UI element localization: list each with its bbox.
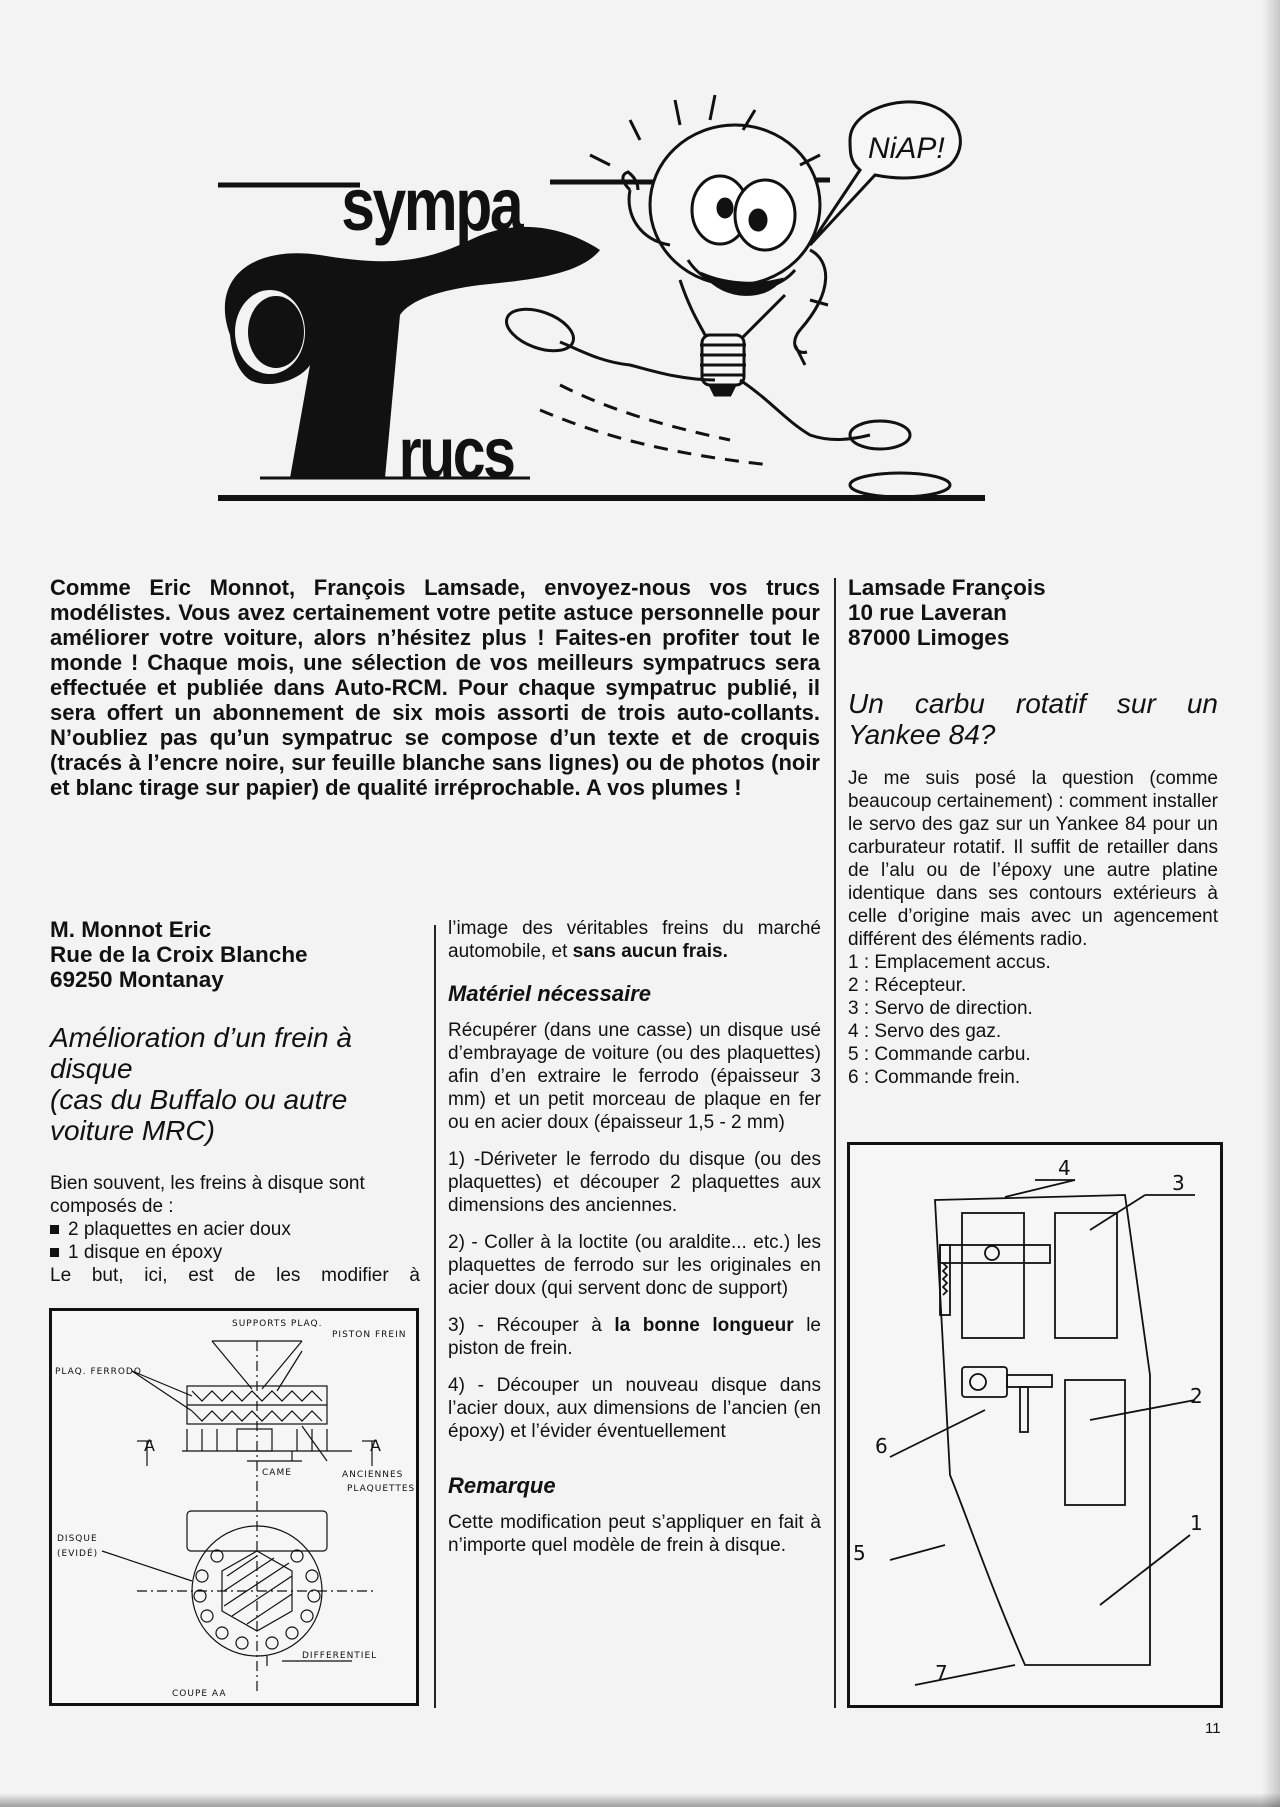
- legend-item: 2 : Récepteur.: [848, 975, 967, 996]
- header-rucs-text: rucs: [398, 412, 514, 494]
- label-piston: PISTON FREIN: [332, 1330, 407, 1340]
- article1-author-address: M. Monnot Eric Rue de la Croix Blanche 69250 Montanay: [50, 917, 308, 992]
- diagram-number-7: 7: [935, 1661, 948, 1685]
- step-1: 1) -Dériveter le ferrodo du disque (ou des plaquettes) et découper 2 plaquettes aux dimensions des anciennes.: [448, 1149, 821, 1216]
- label-evide: (EVIDÉ): [57, 1549, 99, 1559]
- label-plaquettes: PLAQUETTES: [347, 1484, 416, 1494]
- label-differentiel: DIFFERENTIEL: [302, 1651, 378, 1661]
- brake-sketch: [49, 1308, 419, 1706]
- step-2: 2) - Coller à la loctite (ou araldite... etc.) les plaquettes de ferrodo sur les originales en acier doux (qui servent donc de support): [448, 1232, 821, 1299]
- intro-paragraph: Comme Eric Monnot, François Lamsade, envoyez-nous vos trucs modélistes. Vous avez certainement votre petite astuce personnelle pour améliorer votre voiture, alors n’hésitez plus ! Faites-en profiter tout le monde ! Chaque mois, une sélection de vos meilleurs sympatrucs sera effectuée et publiée dans Auto-RCM. Pour chaque sympatruc publié, il sera offert un abonnement de six mois assorti de trois auto-collants. N’oubliez pas qu’un sympatruc se compose d’un texte et de croquis (tracés à l’encre noire, sur feuille blanche sans lignes) ou de photos (noir et blanc tirage sur papier) de qualité irréprochable. A vos plumes !: [50, 575, 820, 800]
- header-sympa-text: sympa: [341, 164, 522, 247]
- article1-title: Amélioration d’un frein à disque (cas du Buffalo ou autre voiture MRC): [50, 1022, 352, 1146]
- article2-author-address: Lamsade François 10 rue Laveran 87000 Limoges: [848, 575, 1046, 650]
- label-supports: SUPPORTS PLAQ.: [232, 1319, 323, 1329]
- label-anciennes: ANCIENNES: [342, 1470, 404, 1480]
- bullet-icon: [50, 1248, 59, 1257]
- bullet-item: 1 disque en époxy: [50, 1241, 420, 1264]
- materiel-heading: Matériel nécessaire: [448, 981, 652, 1006]
- article1-continuation: [448, 917, 821, 1571]
- bullet-item: 2 plaquettes en acier doux: [50, 1218, 420, 1241]
- diagram-number-1: 1: [1190, 1511, 1203, 1535]
- label-coupe: COUPE AA: [172, 1689, 227, 1699]
- diagram-number-4: 4: [1058, 1156, 1071, 1180]
- speech-bubble-text: NiAP!: [868, 132, 945, 165]
- diagram-number-2: 2: [1190, 1384, 1203, 1408]
- article1-bullet-list: [50, 1218, 420, 1264]
- step-3: 3) - Récouper à la bonne longueur le piston de frein.: [448, 1315, 821, 1359]
- sympa-trucs-header-art: [210, 80, 1090, 510]
- radio-plate-diagram: [847, 1142, 1223, 1708]
- step-4: 4) - Découper un nouveau disque dans l’acier doux, aux dimensions de l’ancien (en époxy) et l’évider éventuellement: [448, 1375, 821, 1442]
- diagram-number-5: 5: [853, 1541, 866, 1565]
- legend-item: 6 : Commande frein.: [848, 1067, 1021, 1088]
- bullet-icon: [50, 1225, 59, 1234]
- materiel-text: Récupérer (dans une casse) un disque usé d’embrayage de voiture (ou des plaquettes) afin d’en extraire le ferrodo (épaisseur 3 mm) et un petit morceau de plaque en fer ou en acier doux (épaisseur 1,5 - 2 mm): [448, 1020, 821, 1133]
- legend-item: 3 : Servo de direction.: [848, 998, 1033, 1019]
- label-a-left: A: [144, 1436, 156, 1455]
- label-came: CAME: [262, 1468, 292, 1478]
- diagram-number-3: 3: [1172, 1171, 1185, 1195]
- article2-text: Je me suis posé la question (comme beaucoup certainement) : comment installer le servo des gaz sur un Yankee 84 pour un carburateur rotatif. Il suffit de retailler dans de l’alu ou de l’époxy une autre platine identique dans ses contours extérieurs à celle d’origine mais avec un agencement différent des éléments radio.: [848, 768, 1218, 950]
- remarque-heading: Remarque: [448, 1473, 556, 1498]
- diagram-number-6: 6: [875, 1434, 888, 1458]
- label-ferrodo: PLAQ. FERRODO: [55, 1367, 142, 1377]
- article2-legend-list: [848, 951, 1218, 1089]
- remarque-text: Cette modification peut s’appliquer en fait à n’importe quel modèle de frein à disque.: [448, 1512, 821, 1556]
- article2-title: Un carbu rotatif sur un Yankee 84?: [848, 688, 1218, 750]
- article1-lead: [50, 1172, 420, 1287]
- label-a-right: A: [370, 1436, 382, 1455]
- column-rule-right: [834, 578, 836, 1708]
- article1-lead-end: Le but, ici, est de les modifier à: [50, 1265, 420, 1286]
- legend-item: 1 : Emplacement accus.: [848, 952, 1051, 973]
- legend-item: 4 : Servo des gaz.: [848, 1021, 1002, 1042]
- continuation-text: l’image des véritables freins du marché automobile, et sans aucun frais.: [448, 918, 821, 962]
- page-edge-shadow: [1262, 0, 1280, 1807]
- label-disque: DISQUE: [57, 1534, 98, 1544]
- article2-body: [848, 767, 1218, 1089]
- article1-lead-text: Bien souvent, les freins à disque sont composés de :: [50, 1173, 365, 1217]
- page-number: 11: [1205, 1720, 1221, 1737]
- page-bottom-shadow: [0, 1793, 1280, 1807]
- column-rule-middle: [434, 925, 436, 1708]
- legend-item: 5 : Commande carbu.: [848, 1044, 1031, 1065]
